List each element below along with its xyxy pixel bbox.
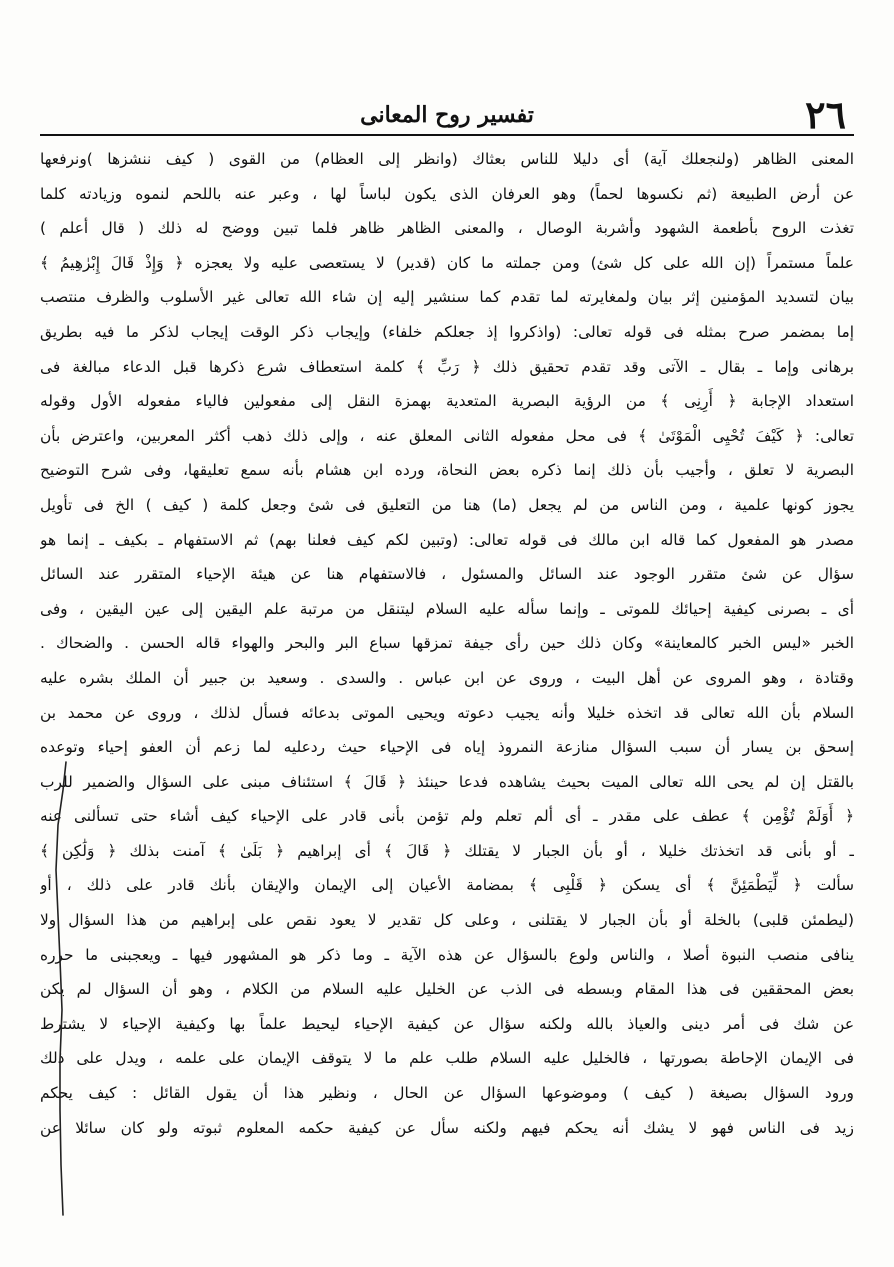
text-line: ينافى منصب النبوة أصلا ، والناس ولوع بالسؤال عن هذه الآية ـ وما ذكر هو المشهور فيها ـ ويعجبنى ما حرره bbox=[40, 945, 854, 964]
text-line: أى ـ بصرنى كيفية إحيائك للموتى ـ وإنما سأله عليه السلام ليتنقل من مرتبة علم اليقين إلى عين اليقين ، وفى bbox=[40, 599, 854, 618]
page-number: ٢٦ bbox=[805, 92, 846, 137]
text-line: ورود السؤال بصيغة ( كيف ) وموضوعها السؤال عن الحال ، ونظير هذا أن يقول القائل : كيف يحكم bbox=[40, 1084, 854, 1103]
text-line: زيد فى الناس فهو لا يشك أنه يحكم فيهم ولكنه سأل عن كيفية حكمه المعلوم ثبوته ولو كان سائلا عن bbox=[40, 1118, 854, 1137]
text-line: تغذت الروح بأطعمة الشهود وأشربة الوصال ، والمعنى الظاهر ظاهر فلما تبين ووضح له ذلك ( قال أعلم ) bbox=[40, 219, 854, 238]
text-line: مصدر هو المفعول كما قاله ابن مالك فى قوله تعالى: (وتبين لكم كيف فعلنا بهم) ثم الاستفهام ـ بكيف ـ إنما هو bbox=[40, 530, 854, 549]
text-line: المعنى الظاهر (ولنجعلك آية) أى دليلا للناس بعثاك (وانظر إلى العظام) من القوى ( كيف ننشزها )ونرفعها bbox=[40, 150, 854, 168]
text-line: بعض المحققين فى هذا المقام وبسطه فى الذب عن الخليل عليه السلام من الكلام ، وهو أن السؤال لم يكن bbox=[40, 980, 854, 999]
text-line: يجوز كونها علمية ، ومن الناس من لم يجعل (ما) هنا من التعليق فى شئ وجعل كلمة ( كيف ) الخ فى تأويل bbox=[40, 495, 854, 514]
text-line: سألت ﴿ لِّيَطْمَئِنَّ ﴾ أى يسكن ﴿ قَلْبِى ﴾ بمضامة الأعيان إلى الإيمان والإيقان بأنك قادر على ذلك ، أو bbox=[40, 876, 854, 895]
text-line: بالقتل إن لم يحى الله تعالى الميت بحيث يشاهده فدعا حينئذ ﴿ قَالَ ﴾ استئناف مبنى على السؤال والضمير للرب bbox=[40, 772, 854, 791]
text-line: إسحق بن يسار أن سبب السؤال منازعة النمروذ إياه فى الإحياء حيث ردعليه لما زعم أن العفو إحياء وتوعده bbox=[40, 738, 854, 757]
text-line: علماً مستمراً (إن الله على كل شئ) ومن جملته ما كان (قدير) لا يستعصى عليه ولا يعجزه ﴿ وَإِذْ قَالَ إِبْرٰهِيمُ ﴾ bbox=[40, 253, 854, 272]
commentary-text bbox=[40, 142, 854, 1145]
text-line: ـ أو بأنى قد اتخذتك خليلا ، أو بأن الجبار لا يقتلك ﴿ قَالَ ﴾ أى إبراهيم ﴿ بَلَىٰ ﴾ آمنت بذلك ﴿ وَلَٰكِن ﴾ bbox=[40, 841, 854, 860]
text-line: ﴿ أَوَلَمْ تُؤْمِن ﴾ عطف على مقدر ـ أى ألم تعلم ولم تؤمن بأنى قادر على الإحياء كيف أشاء حتى تسألنى عنه bbox=[40, 807, 854, 826]
text-line: سؤال عن شئ متقرر الوجود عند السائل والمسئول ، فالاستفهام هنا عن هيئة الإحياء المتقرر عند السائل bbox=[40, 565, 854, 584]
text-line: البصرية لا تعلق ، وأجيب بأن ذلك إنما ذكره بعض النحاة، ورده ابن هشام بأنه سمع تعليقها، وفى شرح التوضيح bbox=[40, 461, 854, 480]
text-line: (ليطمئن قلبى) بالخلة أو بأن الجبار لا يقتلنى ، وعلى كل تقدير لا يعود نقص على إبراهيم من هذا السؤال ولا bbox=[40, 911, 854, 930]
header-rule bbox=[40, 134, 854, 136]
text-line: إما بمضمر صرح بمثله فى قوله تعالى: (واذكروا إذ جعلكم خلفاء) وإيجاب ذكر الوقت إيجاب لذكر ما فيه بطريق bbox=[40, 322, 854, 341]
text-line: وقتادة ، وهو المروى عن أهل البيت ، وروى عن ابن عباس . والسدى . وسعيد بن جبير أن الملك بشره عليه bbox=[40, 668, 854, 687]
text-line: تعالى: ﴿ كَيْفَ تُحْيِى الْمَوْتَىٰ ﴾ فى محل مفعوله الثانى المعلق عنه ، وإلى ذلك ذهب أكثر المعربين، واعترض بأن bbox=[40, 426, 854, 445]
text-line: فى الإيمان الإحاطة بصورتها ، فالخليل عليه السلام طلب علم ما لا يتوقف الإيمان على علمه ، ويدل على ذلك bbox=[40, 1049, 854, 1068]
text-line: برهانى وإما ـ بقال ـ الآتى وقد تقدم تحقيق ذلك ﴿ رَبِّ ﴾ كلمة استعطاف شرع ذكرها قبل الدعاء مبالغة فى bbox=[40, 357, 854, 376]
text-line: الخبر «ليس الخبر كالمعاينة» وكان ذلك حين رأى جيفة تمزقها سباع البر والبحر والهواء قاله الحسن . والضحاك . bbox=[40, 634, 854, 653]
text-line: بيان لتسديد المؤمنين إثر بيان ولمغايرته لما تقدم كما سنشير إليه إن شاء الله تعالى غير الأسلوب والظرف منتصب bbox=[40, 288, 854, 307]
text-line: استعداد الإجابة ﴿ أَرِنِى ﴾ من الرؤية البصرية المتعدية بهمزة النقل إلى مفعولين فالياء مفعوله الأول وقوله bbox=[40, 392, 854, 411]
text-line: عن أرض الطبيعة (ثم نكسوها لحماً) وهو العرفان الذى يكون لباساً لها ، وعبر عنه باللحم لنموه وزيادته كلما bbox=[40, 184, 854, 203]
page-header bbox=[40, 92, 854, 138]
text-line: السلام بأن الله تعالى قد اتخذه خليلا وأنه يجيب دعوته ويحيى الموتى بدعائه فسأل لذلك ، وروى عن محمد بن bbox=[40, 703, 854, 722]
text-line: عن شك فى أمر دينى والعياذ بالله ولكنه سؤال عن كيفية الإحياء ليحيط علماً بها وكيفية الإحياء لا يشترط bbox=[40, 1014, 854, 1033]
running-title: تفسير روح المعانى bbox=[360, 102, 534, 128]
